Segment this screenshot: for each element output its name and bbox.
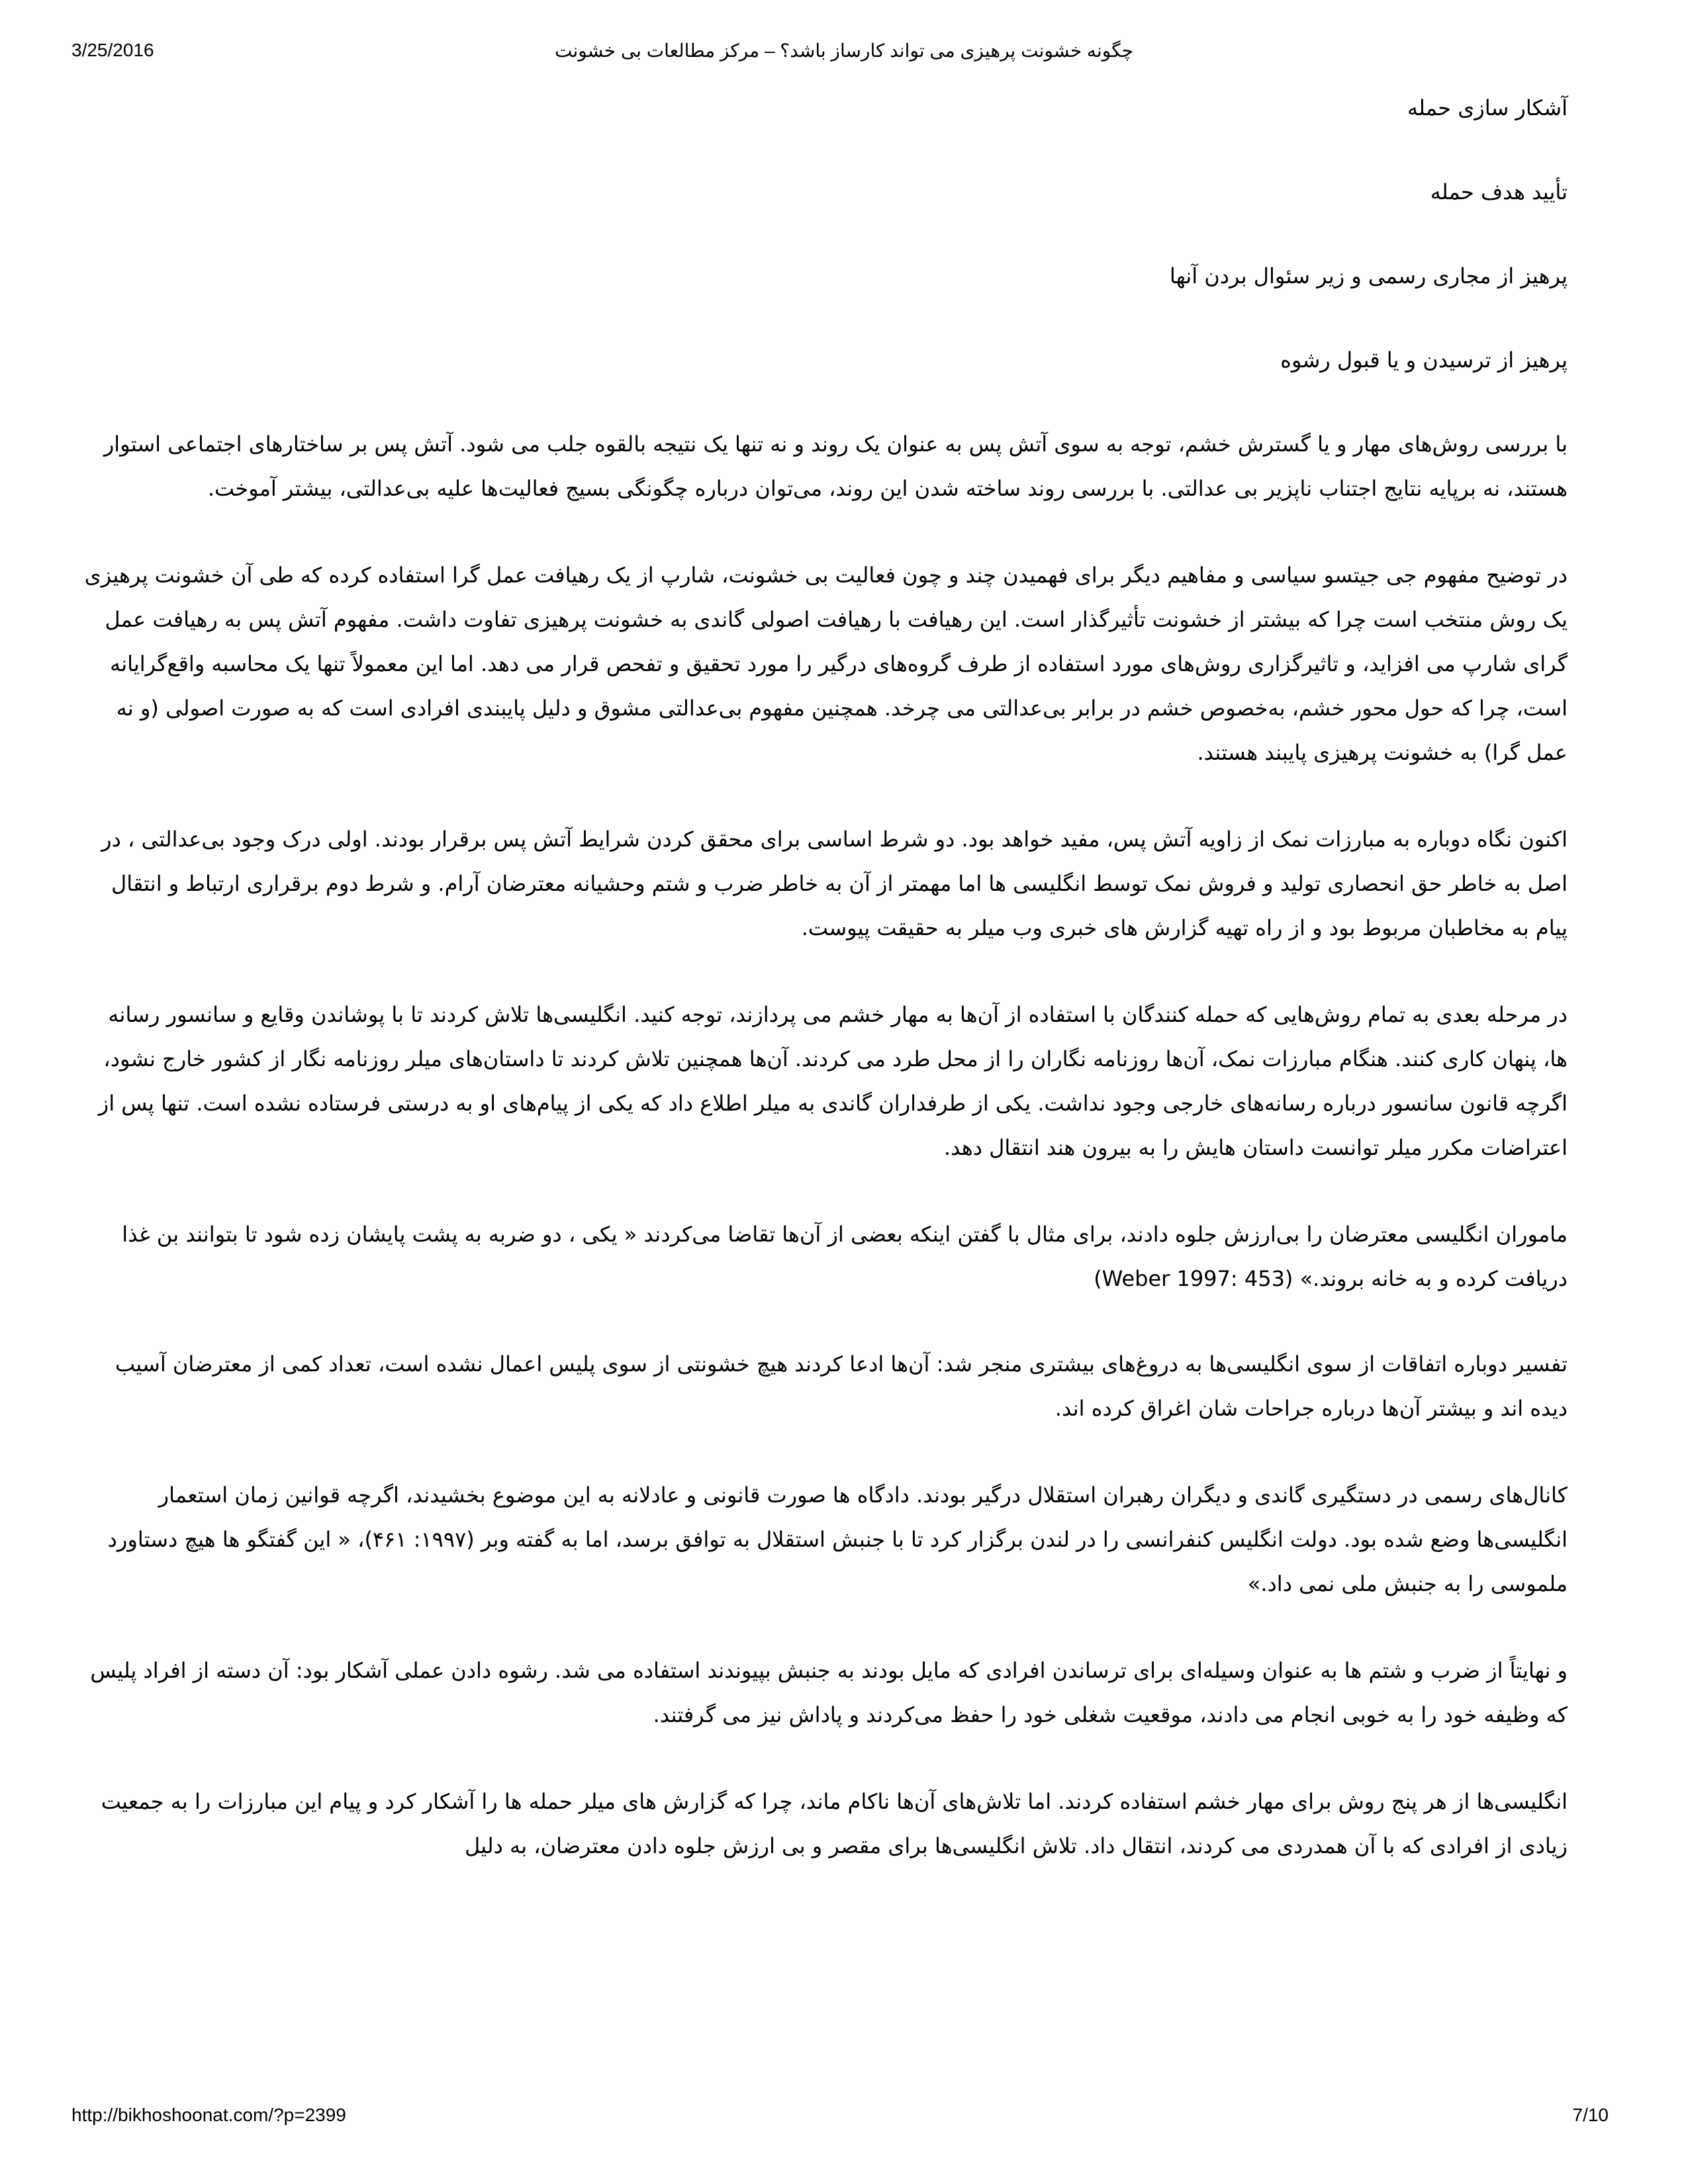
paragraph: ماموران انگلیسی معترضان را بی‌ارزش جلوه دادند، برای مثال با گفتن اینکه بعضی از آن‌ها تقاضا می‌کردند « یکی ، دو ضربه به پشت پایشان زده شود تا بتوانند بن غذا دریافت کرده و به خانه بروند.» (Weber 1997: 453) bbox=[122, 1222, 1568, 1291]
list-item: پرهیز از ترسیدن و یا قبول رشوه bbox=[1280, 347, 1568, 373]
paragraph: تفسیر دوباره اتفاقات از سوی انگلیسی‌ها به دروغ‌های بیشتری منجر شد: آن‌ها ادعا کردند هیچ خشونتی از سوی پلیس اعمال نشده است، تعداد کمی از معترضان آسیب دیده اند و بیشتر آن‌ها درباره جراحات شان اغراق کرده اند. bbox=[115, 1351, 1568, 1421]
paragraph: انگلیسی‌ها از هر پنج روش برای مهار خشم استفاده کردند. اما تلاش‌های آن‌ها ناکام ماند، چرا که گزارش های میلر حمله ها را آشکار کرد و پیام این مبارزات را به جمعیت زیادی از افرادی که با آن همدردی می کردند، انتقال داد. تلاش انگلیسی‌ها برای مقصر و بی ارزش جلوه دادن معترضان، به دلیل bbox=[101, 1789, 1568, 1858]
paragraph: کانال‌های رسمی در دستگیری گاندی و دیگران رهبران استقلال درگیر بودند. دادگاه ها صورت قانونی و عادلانه به این موضوع بخشیدند، اگرچه قوانین زمان استعمار انگلیسی‌ها وضع شده بود. دولت انگلیس کنفرانسی را در لندن برگزار کرد تا با جنبش استقلال به توافق برسد، اما به گفته وبر (۱۹۹۷: ۴۶۱)، « این گفتگو ها هیچ دستاورد ملموسی را به جنبش ملی نمی داد.» bbox=[107, 1482, 1568, 1596]
print-date: 3/25/2016 bbox=[71, 40, 154, 60]
paragraph: در توضیح مفهوم جی جیتسو سیاسی و مفاهیم دیگر برای فهمیدن چند و چون فعالیت بی خشونت، شارپ از یک رهیافت عمل گرا استفاده کرده که طی آن خشونت پرهیزی یک روش منتخب است چرا که بیشتر از خشونت تأثیرگذار است. این رهیافت با رهیافت اصولی گاندی به خشونت پرهیزی تفاوت داشت. مفهوم آتش پس به رهیافت عمل گرای شارپ می افزاید، و تاثیرگزاری روش‌های مورد استفاده از طرف گروه‌های درگیر را مورد تحقیق و تفحص قرار می دهد. اما این معمولاً تنها یک محاسبه واقع‌گرایانه است، چرا که حول محور خشم، به‌خصوص خشم در برابر بی‌عدالتی می چرخد. همچنین مفهوم بی‌عدالتی مشوق و دلیل پایبندی افرادی است که به صورت اصولی (و نه عمل گرا) به خشونت پرهیزی پایبند هستند. bbox=[84, 563, 1568, 765]
article-body bbox=[78, 86, 1568, 1911]
list-item: پرهیز از مجاری رسمی و زیر سئوال بردن آنها bbox=[1169, 263, 1568, 289]
page-title: چگونه خشونت پرهیزی می تواند کارساز باشد؟ – مرکز مطالعات بی خشونت bbox=[555, 40, 1133, 61]
paragraph: و نهایتاً از ضرب و شتم ها به عنوان وسیله‌ای برای ترساندن افرادی که مایل بودند به جنبش بپیوندند استفاده می شد. رشوه دادن عملی آشکار بود: آن دسته از افراد پلیس که وظیفه خود را به خوبی انجام می دادند، موقعیت شغلی خود را حفظ می‌کردند و پاداش نیز می گرفتند. bbox=[90, 1658, 1568, 1727]
list-item: آشکار سازی حمله bbox=[1407, 95, 1568, 120]
paragraph: در مرحله بعدی به تمام روش‌هایی که حمله کنندگان با استفاده از آن‌ها به مهار خشم می پردازند، توجه کنید. انگلیسی‌ها تلاش کردند تا با پوشاندن وقایع و سانسور رسانه ها، پنهان کاری کنند. هنگام مبارزات نمک، آن‌ها روزنامه نگاران را از محل طرد می کردند. آن‌ها همچنین تلاش کردند تا داستان‌های میلر روزنامه نگار از کشور خارج نشود، اگرچه قانون سانسور درباره رسانه‌های خارجی وجود نداشت. یکی از طرفداران گاندی به میلر اطلاع داد که یکی از پیام‌های او به درستی فرستاده نشده است. تنها پس از اعتراضات مکرر میلر توانست داستان هایش را به بیرون هند انتقال دهد. bbox=[98, 1002, 1568, 1160]
page-number: 7/10 bbox=[1572, 2105, 1609, 2125]
paragraph: با بررسی روش‌های مهار و یا گسترش خشم، توجه به سوی آتش پس به عنوان یک روند و نه تنها یک نتیجه بالقوه جلب می شود. آتش پس بر ساختارهای اجتماعی استوار هستند، نه برپایه نتایج اجتناب ناپزیر بی عدالتی. با بررسی روند ساخته شدن این روند، می‌توان درباره چگونگی بسیج فعالیت‌ها علیه بی‌عدالتی، بیشتر آموخت. bbox=[103, 432, 1568, 501]
paragraph: اکنون نگاه دوباره به مبارزات نمک از زاویه آتش پس، مفید خواهد بود. دو شرط اساسی برای محقق کردن شرایط آتش پس برقرار بودند. اولی درک وجود بی‌عدالتی ، در اصل به خاطر حق انحصاری تولید و فروش نمک توسط انگلیسی ها اما مهمتر از آن به خاطر ضرب و شتم وحشیانه معترضان آرام. و شرط دوم برقراری ارتباط و انتقال پیام به مخاطبان مربوط بود و از راه تهیه گزارش های خبری وب میلر به حقیقت پیوست. bbox=[101, 827, 1568, 940]
list-item: تأیید هدف حمله bbox=[1430, 179, 1568, 205]
page-url: http://bikhoshoonat.com/?p=2399 bbox=[71, 2105, 346, 2125]
